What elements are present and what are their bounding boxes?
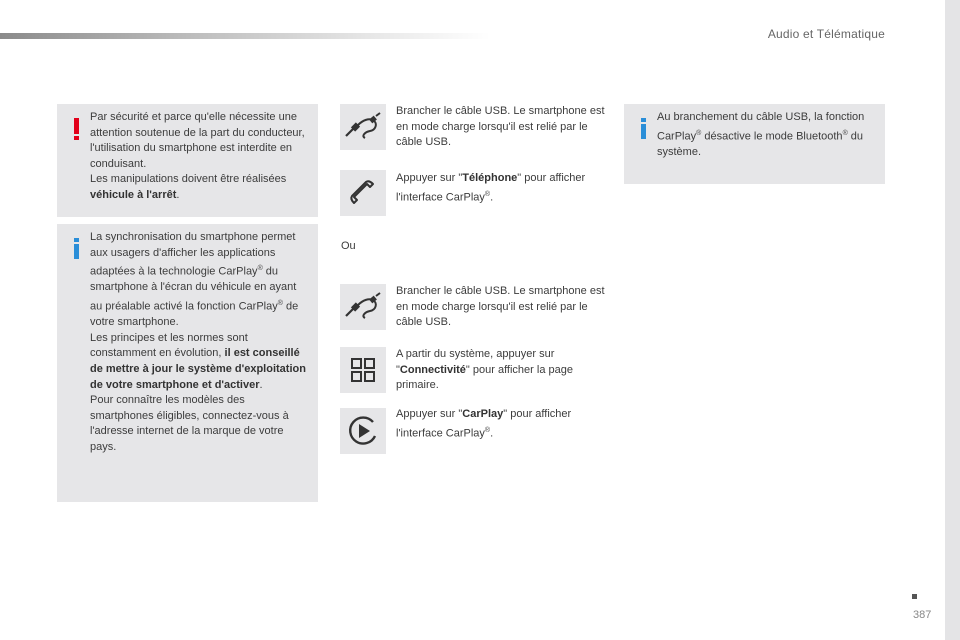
step-text-carplay: Appuyer sur "CarPlay" pour afficher l'interface CarPlay®. <box>396 408 572 440</box>
warning-text-stop: Les manipulations doivent être réalisées véhicule à l'arrêt. <box>90 173 287 201</box>
step-text-phone: Appuyer sur "Téléphone" pour afficher l'interface CarPlay®. <box>396 172 586 204</box>
usb-cable-icon <box>343 292 383 322</box>
or-label: Ou <box>341 240 356 252</box>
step-icon-phone <box>340 170 386 216</box>
step-icon-connectivity <box>340 347 386 393</box>
warning-text: Par sécurité et parce qu'elle nécessite une attention soutenue de la part du conducteur, l'utilisation du smartphone est interdite en conduisant. <box>90 111 305 170</box>
info-text-models: Pour connaître les modèles des smartphones éligibles, connectez-vous à l'adresse internet de la marque de votre pays. <box>90 394 289 454</box>
phone-handset-icon <box>348 178 378 208</box>
step-icon-usb-2 <box>340 284 386 330</box>
info-box-bluetooth <box>624 104 885 184</box>
page-number: 387 <box>913 609 932 621</box>
info-text-synchronisation: La synchronisation du smartphone permet aux usagers d'afficher les applications adaptées à la technologie CarPlay® du smartphone à l'écran du véhicule en ayant au préalable activé la fonction CarPlay® de votre smartphone. <box>90 231 299 329</box>
page-marker <box>912 594 917 599</box>
info-box-synchronisation <box>57 224 318 502</box>
page-edge-strip <box>945 0 960 640</box>
info-icon <box>640 118 647 139</box>
info-icon <box>73 238 80 259</box>
carplay-play-icon <box>346 414 380 448</box>
connectivity-grid-icon <box>349 356 377 384</box>
step-text-usb-2: Brancher le câble USB. Le smartphone est en mode charge lorsqu'il est relié par le câble USB. <box>396 285 605 329</box>
exclamation-icon <box>73 118 80 139</box>
info-text-principles: Les principes et les normes sont constamment en évolution, il est conseillé de mettre à jour le système d'exploitation de votre smartphone et d'activer. <box>90 331 306 391</box>
step-text-connectivity: A partir du système, appuyer sur "Connectivité" pour afficher la page primaire. <box>396 348 573 392</box>
step-icon-carplay <box>340 408 386 454</box>
info-text-bluetooth: Au branchement du câble USB, la fonction CarPlay® désactive le mode Bluetooth® du système. <box>657 111 865 158</box>
usb-cable-icon <box>343 112 383 142</box>
header-gradient-bar <box>0 33 490 39</box>
step-text-usb-1: Brancher le câble USB. Le smartphone est en mode charge lorsqu'il est relié par le câble USB. <box>396 105 605 149</box>
step-icon-usb-1 <box>340 104 386 150</box>
warning-box <box>57 104 318 217</box>
section-title: Audio et Télématique <box>767 27 885 41</box>
